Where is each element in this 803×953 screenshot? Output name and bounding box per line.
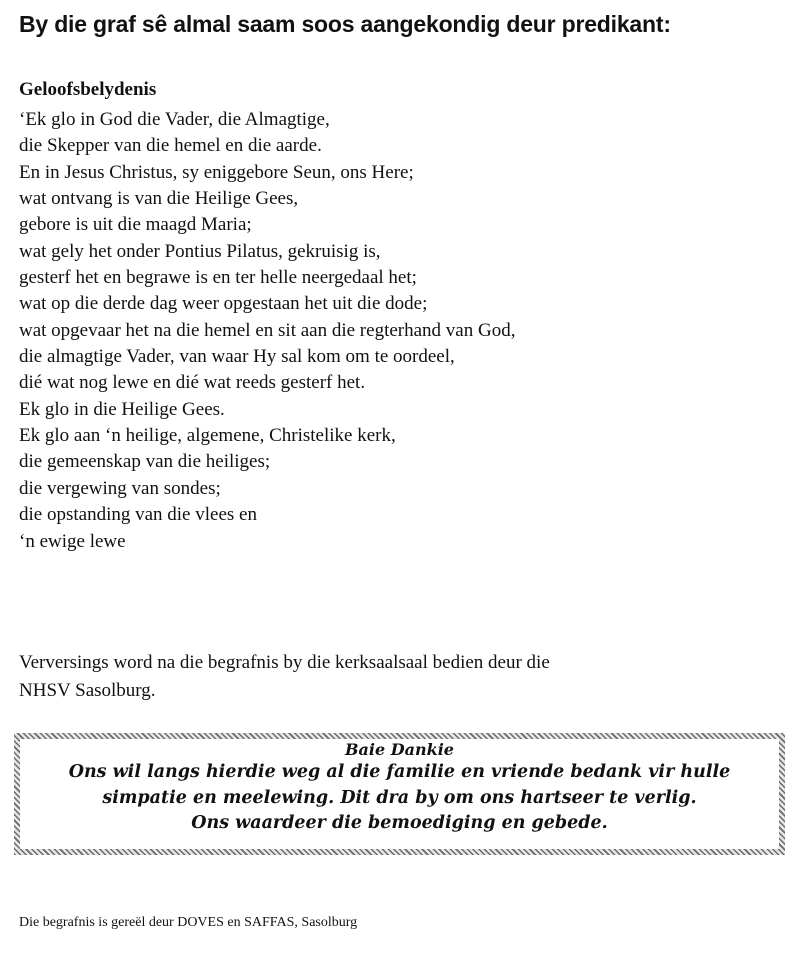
creed-line: ‘Ek glo in God die Vader, die Almagtige, bbox=[19, 109, 330, 130]
creed-text bbox=[19, 107, 789, 555]
thanks-content bbox=[20, 739, 779, 849]
creed-line: Ek glo aan ‘n heilige, algemene, Christelike kerk, bbox=[19, 425, 396, 447]
refreshments-line: Verversings word na die begrafnis by die kerksaalsaal bedien deur die bbox=[19, 652, 550, 673]
creed-line: gesterf het en begrawe is en ter helle neergedaal het; bbox=[19, 267, 417, 289]
creed-line: wat opgevaar het na die hemel en sit aan die regterhand van God, bbox=[19, 319, 516, 341]
creed-line: gebore is uit die maagd Maria; bbox=[19, 214, 252, 236]
creed-line: Ek glo in die Heilige Gees. bbox=[19, 398, 225, 420]
thanks-box bbox=[14, 733, 785, 855]
creed-line: die Skepper van die hemel en die aarde. bbox=[19, 135, 322, 157]
creed-line: wat op die derde dag weer opgestaan het uit die dode; bbox=[19, 293, 428, 315]
page-heading: By die graf sê almal saam soos aangekondig deur predikant: bbox=[19, 11, 671, 37]
creed-line: dié wat nog lewe en dié wat reeds gesterf het. bbox=[19, 372, 366, 394]
creed-line: wat ontvang is van die Heilige Gees, bbox=[19, 188, 299, 210]
thanks-line: simpatie en meelewing. Dit dra by om ons hartseer te verlig. bbox=[102, 787, 697, 808]
thanks-title: Baie Dankie bbox=[345, 740, 454, 759]
creed-line: die vergewing van sondes; bbox=[19, 477, 221, 499]
refreshments-notice bbox=[19, 649, 789, 705]
creed-line: die almagtige Vader, van waar Hy sal kom om te oordeel, bbox=[19, 346, 455, 368]
creed-line: die opstanding van die vlees en bbox=[19, 504, 257, 526]
creed-line: wat gely het onder Pontius Pilatus, gekruisig is, bbox=[19, 240, 381, 262]
refreshments-line: NHSV Sasolburg. bbox=[19, 680, 156, 701]
creed-line: die gemeenskap van die heiliges; bbox=[19, 451, 271, 473]
creed-line: ‘n ewige lewe bbox=[19, 530, 126, 552]
footer-note: Die begrafnis is gereël deur DOVES en SAFFAS, Sasolburg bbox=[19, 915, 358, 930]
thanks-line: Ons wil langs hierdie weg al die familie en vriende bedank vir hulle bbox=[68, 762, 731, 782]
creed-title: Geloofsbelydenis bbox=[19, 79, 157, 100]
creed-line: En in Jesus Christus, sy eniggebore Seun, ons Here; bbox=[19, 161, 414, 183]
thanks-line: Ons waardeer die bemoediging en gebede. bbox=[191, 813, 608, 833]
